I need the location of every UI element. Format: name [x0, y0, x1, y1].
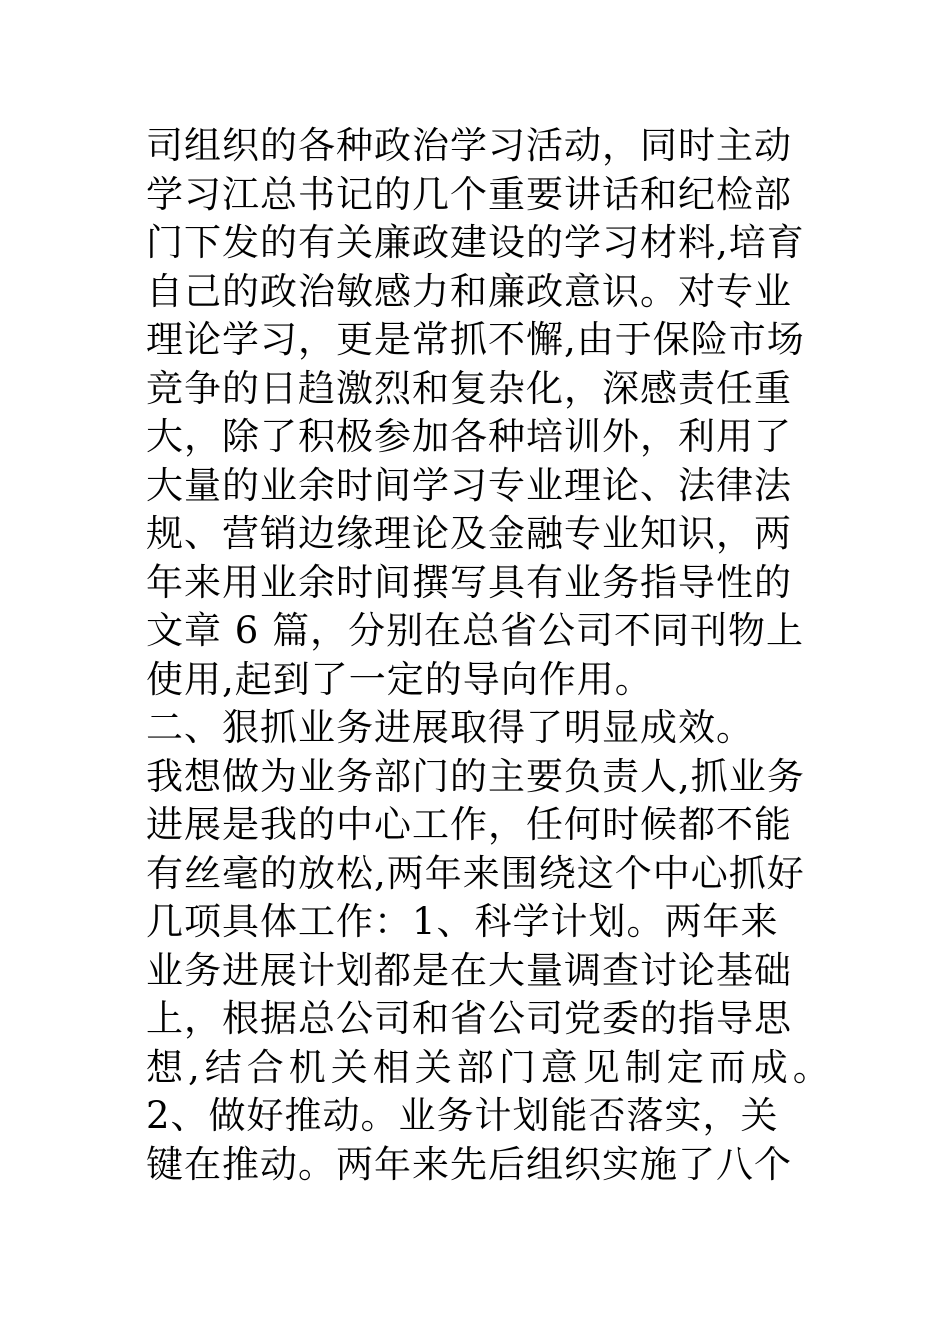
text-line: 门下发的有关廉政建设的学习材料,培育 — [146, 221, 805, 264]
text-line: 上，根据总公司和省公司党委的指导思 — [146, 997, 792, 1040]
text-line: 想,结合机关相关部门意见制定而成。 — [146, 1045, 835, 1089]
text-line: 大，除了积极参加各种培训外，利用了 — [146, 415, 792, 458]
text-line: 2、做好推动。业务计划能否落实，关 — [146, 1094, 779, 1137]
text-line: 我想做为业务部门的主要负责人,抓业务 — [146, 754, 805, 798]
text-line: 有丝毫的放松,两年来围绕这个中心抓好 — [146, 851, 805, 895]
document-body — [146, 122, 846, 1189]
text-line: 键在推动。两年来先后组织实施了八个 — [146, 1142, 792, 1186]
section-heading: 二、狠抓业务进展取得了明显成效。 — [146, 706, 754, 749]
text-line: 年来用业余时间撰写具有业务指导性的 — [146, 560, 792, 604]
text-line: 规、营销边缘理论及金融专业知识，两 — [146, 512, 792, 555]
text-line: 自己的政治敏感力和廉政意识。对专业 — [146, 269, 792, 313]
text-line: 文章 6 篇，分别在总省公司不同刊物上 — [146, 609, 805, 652]
text-line: 几项具体工作：1、科学计划。两年来 — [146, 900, 779, 943]
text-line: 司组织的各种政治学习活动，同时主动 — [146, 124, 792, 167]
text-line: 大量的业余时间学习专业理论、法律法 — [146, 463, 792, 507]
text-line: 业务进展计划都是在大量调查讨论基础 — [146, 948, 792, 992]
text-line: 竞争的日趋激烈和复杂化，深感责任重 — [146, 366, 792, 410]
text-line: 使用,起到了一定的导向作用。 — [146, 657, 653, 701]
text-line: 理论学习，更是常抓不懈,由于保险市场 — [146, 318, 805, 361]
text-line: 进展是我的中心工作，任何时候都不能 — [146, 803, 792, 846]
text-line: 学习江总书记的几个重要讲话和纪检部 — [146, 172, 792, 216]
